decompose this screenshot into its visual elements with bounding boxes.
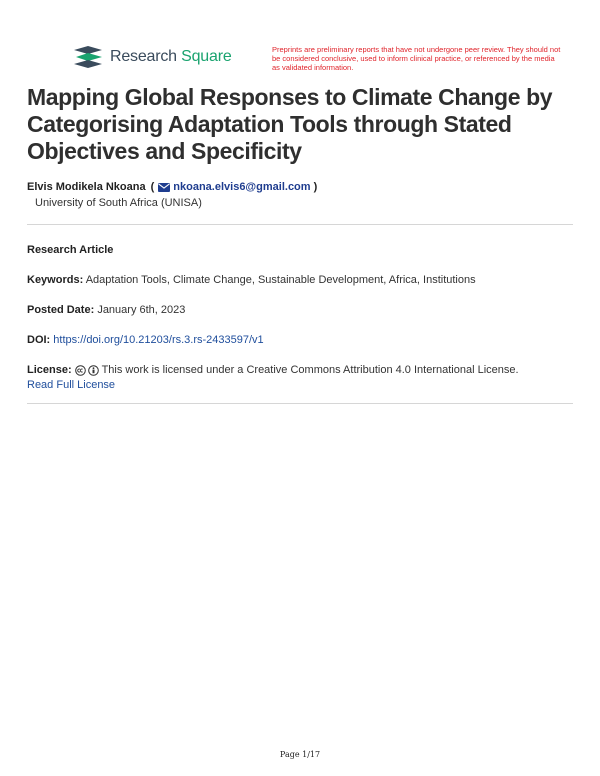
research-square-logo[interactable]	[74, 46, 232, 68]
license-text: This work is licensed under a Creative Commons Attribution 4.0 International License.	[101, 364, 519, 376]
read-full-license-link[interactable]: Read Full License	[27, 379, 116, 391]
by-icon	[88, 365, 99, 376]
cc-icon	[75, 365, 86, 376]
author-name: Elvis Modikela Nkoana	[27, 181, 146, 193]
doi-row	[27, 334, 264, 346]
author-email-link[interactable]: nkoana.elvis6@gmail.com	[173, 181, 311, 193]
research-square-logo-icon	[74, 46, 104, 68]
keywords-row	[27, 274, 476, 286]
page-number: Page 1/17	[279, 750, 321, 759]
mail-icon	[158, 183, 170, 192]
author-open-paren: (	[150, 181, 155, 193]
logo-text: Research Square	[110, 48, 232, 65]
divider-bottom	[27, 403, 573, 404]
posted-date-label: Posted Date:	[27, 304, 95, 316]
doi-label: DOI:	[27, 334, 51, 346]
posted-date-row	[27, 304, 185, 316]
author-line	[27, 181, 317, 193]
license-label: License:	[27, 364, 72, 376]
keywords-value: Adaptation Tools, Climate Change, Sustainable Development, Africa, Institutions	[85, 274, 476, 286]
divider-top	[27, 224, 573, 225]
posted-date-value: January 6th, 2023	[97, 304, 186, 316]
doi-link[interactable]: https://doi.org/10.21203/rs.3.rs-2433597/v1	[53, 334, 264, 346]
author-close-paren: )	[313, 181, 318, 193]
preprint-disclaimer: Preprints are preliminary reports that have not undergone peer review. They should not be considered conclusive, used to inform clinical practice, or referenced by the media as validated information.	[272, 45, 561, 72]
article-type: Research Article	[27, 244, 114, 256]
paper-title: Mapping Global Responses to Climate Change by Categorising Adaptation Tools through Stated Objectives and Specificity	[27, 84, 553, 164]
license-row	[27, 363, 573, 393]
keywords-label: Keywords:	[27, 274, 84, 286]
author-affiliation: University of South Africa (UNISA)	[35, 197, 202, 209]
